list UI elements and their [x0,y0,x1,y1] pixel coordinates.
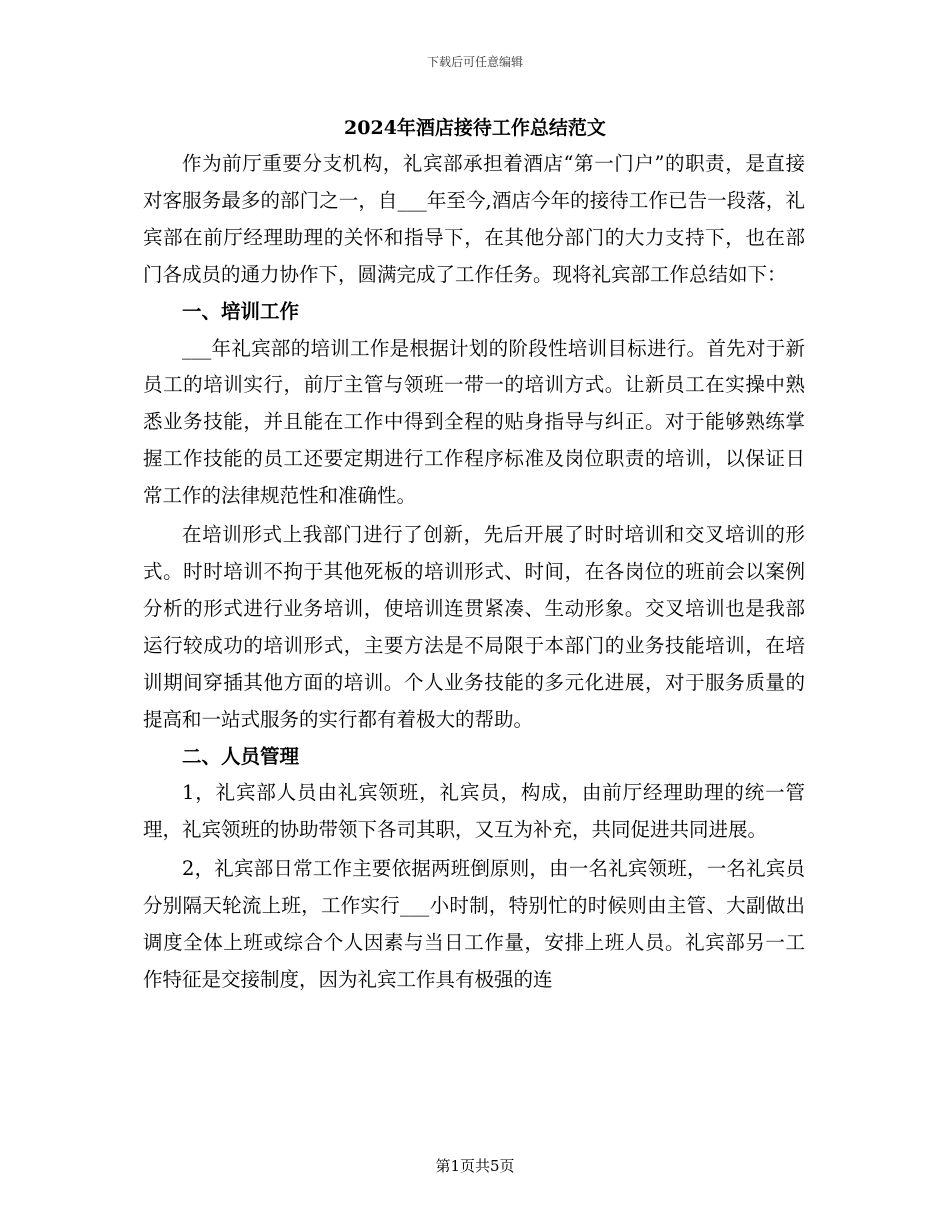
training-paragraph-2: 在培训形式上我部门进行了创新，先后开展了时时培训和交叉培训的形式。时时培训不拘于其他死板的培训形式、时间，在各岗位的班前会以案例分析的形式进行业务培训，使培训连贯紧凑、生动形象。交叉培训也是我部运行较成功的培训形式，主要方法是不局限于本部门的业务技能培训，在培训期间穿插其他方面的培训。个人业务技能的多元化进展，对于服务质量的提高和一站式服务的实行都有着极大的帮助。 [143,523,805,731]
document-title: 2024年酒店接待工作总结范文 [344,117,606,139]
page-footer: 第1页共5页 [435,1157,515,1175]
section-heading-staff-management: 二、人员管理 [182,744,300,768]
header-note: 下载后可任意编辑 [426,55,523,69]
staff-paragraph-1: 1，礼宾部人员由礼宾领班，礼宾员，构成，由前厅经理助理的统一管理，礼宾领班的协助带领下各司其职，又互为补充，共同促进共同进展。 [143,781,805,842]
document-body [143,146,805,999]
intro-paragraph: 作为前厅重要分支机构，礼宾部承担着酒店“第一门户”的职责，是直接对客服务最多的部门之一，自___年至今,酒店今年的接待工作已告一段落，礼宾部在前厅经理助理的关怀和指导下，在其他分部门的大力支持下，也在部门各成员的通力协作下，圆满完成了工作任务。现将礼宾部工作总结如下： [143,152,805,286]
staff-paragraph-2: 2，礼宾部日常工作主要依据两班倒原则，由一名礼宾领班，一名礼宾员分别隔天轮流上班，工作实行___小时制，特别忙的时候则由主管、大副做出调度全体上班或综合个人因素与当日工作量，安排上班人员。礼宾部另一工作特征是交接制度，因为礼宾工作具有极强的连 [143,857,805,991]
section-heading-training: 一、培训工作 [182,299,300,323]
training-paragraph-1: ___年礼宾部的培训工作是根据计划的阶段性培训目标进行。首先对于新员工的培训实行，前厅主管与领班一带一的培训方式。让新员工在实操中熟悉业务技能，并且能在工作中得到全程的贴身指导与纠正。对于能够熟练掌握工作技能的员工还要定期进行工作程序标准及岗位职责的培训，以保证日常工作的法律规范性和准确性。 [143,336,805,508]
